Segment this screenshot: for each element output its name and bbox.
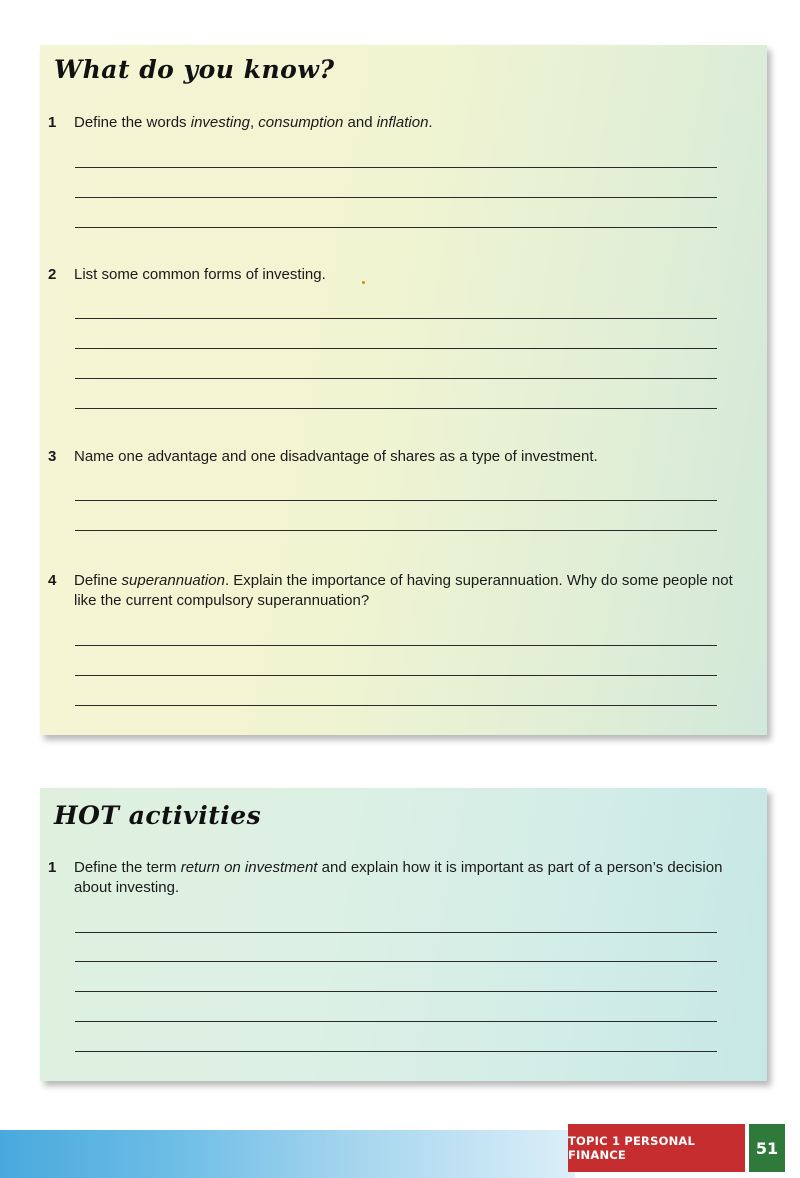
answer-line[interactable] [75, 645, 717, 646]
question-text: Define superannuation. Explain the importance of having superannuation. Why do some people not like the current compulsory superannuation? [74, 572, 733, 609]
section-title: What do you know? [54, 55, 335, 84]
page-number: 51 [749, 1124, 785, 1172]
page-edge [785, 1124, 800, 1172]
question-4 [48, 571, 748, 611]
answer-line[interactable] [75, 378, 717, 379]
answer-line[interactable] [75, 961, 717, 962]
question-text: Define the term return on investment and explain how it is important as part of a person’s decision about investing. [74, 859, 723, 896]
question-3 [48, 447, 748, 467]
answer-line[interactable] [75, 348, 717, 349]
answer-line[interactable] [75, 1021, 717, 1022]
topic-badge: TOPIC 1 PERSONAL FINANCE [568, 1124, 745, 1172]
answer-line[interactable] [75, 991, 717, 992]
question-number: 3 [48, 448, 57, 465]
what-do-you-know-panel [40, 45, 767, 735]
answer-line[interactable] [75, 500, 717, 501]
answer-line[interactable] [75, 530, 717, 531]
question-number: 1 [48, 114, 57, 131]
answer-line[interactable] [75, 227, 717, 228]
question-text: List some common forms of investing. [74, 266, 326, 283]
stray-mark [362, 281, 365, 284]
answer-line[interactable] [75, 167, 717, 168]
question-number: 1 [48, 859, 57, 876]
question-1 [48, 858, 748, 898]
answer-line[interactable] [75, 1051, 717, 1052]
section-title: HOT activities [54, 801, 262, 830]
question-text: Define the words investing, consumption and inflation. [74, 114, 433, 131]
answer-line[interactable] [75, 675, 717, 676]
answer-line[interactable] [75, 197, 717, 198]
answer-line[interactable] [75, 705, 717, 706]
hot-activities-panel [40, 788, 767, 1081]
question-2 [48, 265, 748, 285]
question-1 [48, 113, 748, 133]
question-number: 4 [48, 572, 57, 589]
answer-line[interactable] [75, 932, 717, 933]
answer-line[interactable] [75, 408, 717, 409]
question-text: Name one advantage and one disadvantage of shares as a type of investment. [74, 448, 598, 465]
answer-line[interactable] [75, 318, 717, 319]
footer-band [0, 1130, 575, 1178]
question-number: 2 [48, 266, 57, 283]
